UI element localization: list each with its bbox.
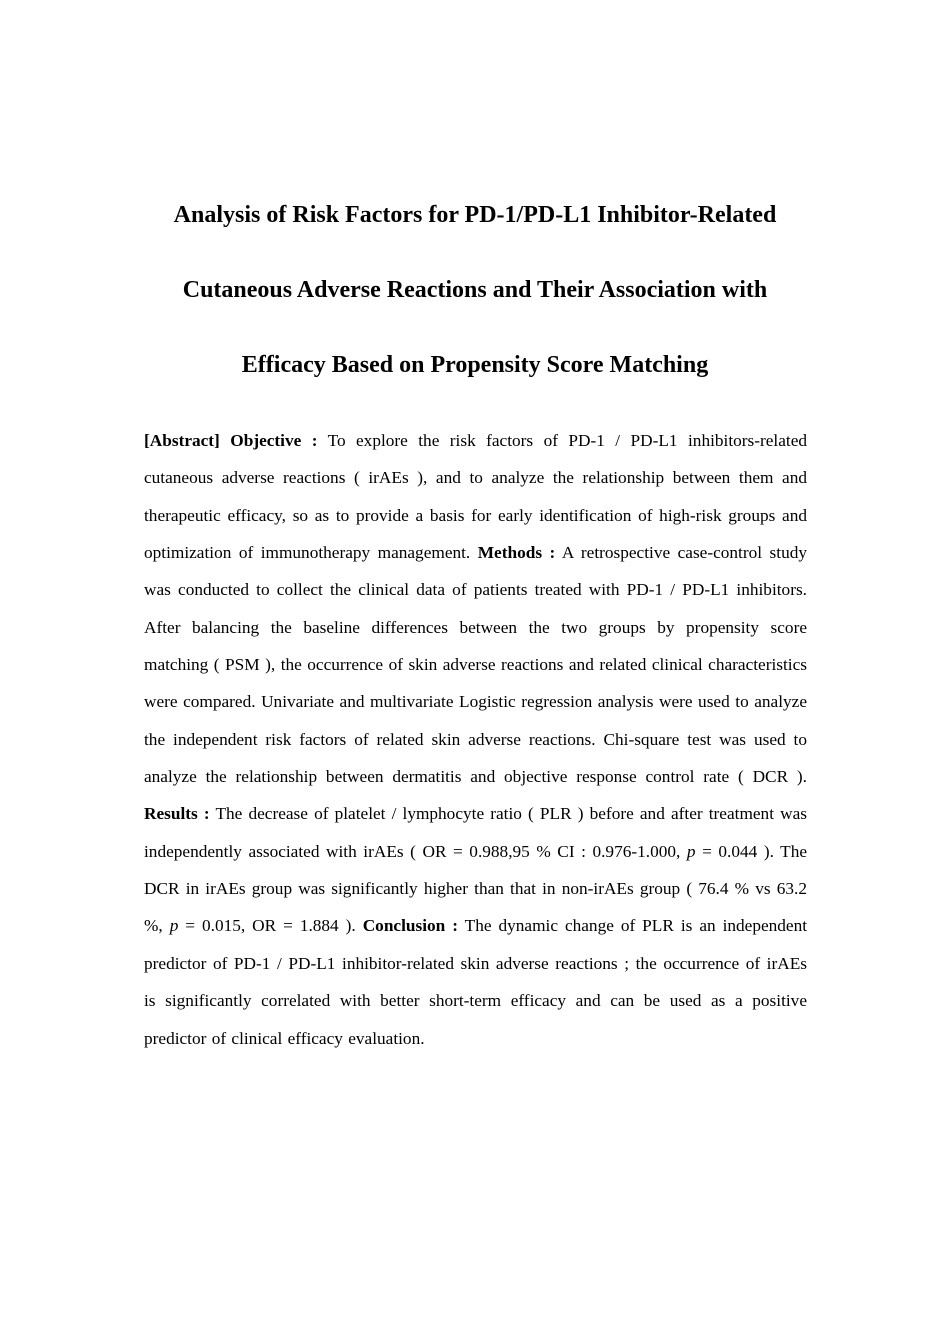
title-line-3: Efficacy Based on Propensity Score Matching bbox=[241, 352, 709, 378]
abstract-paragraph bbox=[144, 422, 807, 1057]
methods-label: Methods : bbox=[477, 543, 556, 563]
conclusion-label: Conclusion : bbox=[362, 916, 459, 936]
abstract-label: [Abstract] bbox=[144, 431, 220, 450]
p-value-symbol-2: p bbox=[169, 916, 179, 936]
title-line-2: Cutaneous Adverse Reactions and Their Association with bbox=[182, 277, 768, 303]
results-label: Results : bbox=[144, 804, 210, 824]
objective-label: Objective : bbox=[230, 431, 318, 450]
p-value-symbol-1: p bbox=[686, 841, 696, 861]
paper-title bbox=[120, 178, 830, 403]
results-text-1: The decrease of platelet / lymphocyte ratio ( PLR ) before and after treatment was independently associated with irAEs ( OR = 0.988,95 % CI : 0.976-1.000, bbox=[144, 804, 808, 861]
title-line-1: Analysis of Risk Factors for PD-1/PD-L1 Inhibitor-Related bbox=[173, 202, 777, 228]
methods-text: A retrospective case-control study was conducted to collect the clinical data of patients treated with PD-1 / PD-L1 inhibitors. After balancing the baseline differences between the two groups by propensity score matching ( PSM ), the occurrence of skin adverse reactions and related clinical characteristics were compared. Univariate and multivariate Logistic regression analysis were used to analyze the independent risk factors of related skin adverse reactions. Chi-square test was used to analyze the relationship between dermatitis and objective response control rate ( DCR ). bbox=[144, 543, 807, 787]
conclusion-text: The dynamic change of PLR is an independent predictor of PD-1 / PD-L1 inhibitor-related skin adverse reactions ; the occurrence of irAEs is significantly correlated with better short-term efficacy and can be used as a positive predictor of clinical efficacy evaluation. bbox=[144, 916, 808, 1048]
objective-text: To explore the risk factors of PD-1 / PD-L1 inhibitors-related cutaneous adverse reactions ( irAEs ), and to analyze the relationship between them and therapeutic efficacy, so as to provide a basis for early identification of high-risk groups and optimization of immunotherapy management. bbox=[144, 431, 808, 563]
results-text-2: = 0.044 ). The DCR in irAEs group was significantly higher than that in non-irAEs group ( 76.4 % vs 63.2 %, bbox=[144, 841, 808, 936]
results-text-3: = 0.015, OR = 1.884 ). bbox=[185, 916, 356, 936]
